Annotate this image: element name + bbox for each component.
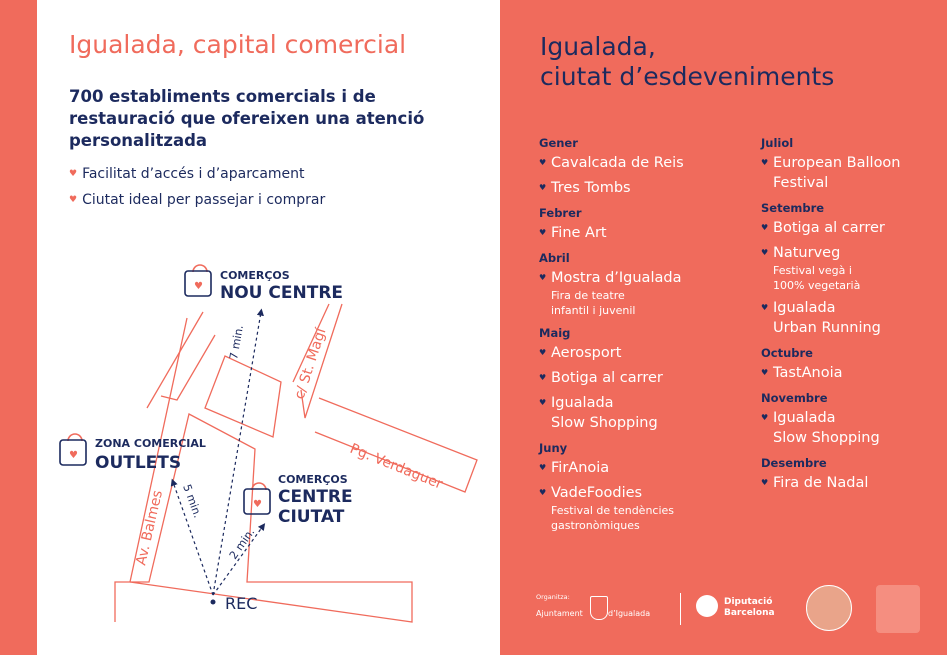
event-item [539, 483, 739, 533]
event-name: Botiga al carrer [551, 370, 663, 386]
event-item [761, 243, 947, 293]
place-centre-ciutat-line2: CENTRE [278, 487, 353, 507]
svg-text:♥: ♥ [253, 499, 262, 510]
event-name: European Balloon [773, 155, 901, 171]
event-name-line2: Slow Shopping [551, 415, 658, 431]
right-title [540, 32, 834, 92]
sponsor-footer [536, 583, 926, 633]
route-lines [173, 312, 263, 605]
heart-icon: ♥ [539, 463, 547, 472]
feature-text: Ciutat ideal per passejar i comprar [82, 192, 326, 208]
right-title-line1: Igualada, [540, 32, 656, 61]
place-nou-centre-line1: COMERÇOS [220, 269, 290, 282]
event-item [761, 153, 947, 193]
event-name-line2: Urban Running [773, 320, 881, 336]
month-label: Maig [539, 326, 571, 340]
event-item [761, 473, 947, 493]
heart-icon: ♥ [761, 223, 769, 232]
event-item [539, 153, 739, 173]
month-label: Juliol [761, 136, 794, 150]
igualada-logo-icon [876, 585, 920, 633]
diputacio-line1: Diputació [724, 597, 773, 607]
heart-icon: ♥ [761, 368, 769, 377]
month-label: Gener [539, 136, 578, 150]
event-name: Igualada [551, 395, 614, 411]
event-name-line2: Slow Shopping [773, 430, 880, 446]
street-label-st-magi: c/ St. Magí [291, 326, 330, 402]
heart-icon: ♥ [761, 303, 769, 312]
month-label: Abril [539, 251, 570, 265]
organizer-label: Organitza: [536, 593, 570, 601]
street-label-verdaguer: Pg. Verdaguer [347, 440, 445, 493]
heart-icon: ♥ [539, 398, 547, 407]
event-detail: Festival vegà i [773, 264, 852, 277]
event-item [761, 218, 947, 238]
event-name: Aerosport [551, 345, 622, 361]
month-label: Setembre [761, 201, 825, 215]
event-name-line2: Festival [773, 175, 829, 191]
event-name: Mostra d’Igualada [551, 270, 682, 286]
bag-icon [185, 265, 211, 296]
place-centre-ciutat-line1: COMERÇOS [278, 473, 348, 486]
event-name: Igualada [773, 410, 836, 426]
diputacio-logo-icon [696, 595, 718, 617]
event-name: Fine Art [551, 225, 607, 241]
event-item [539, 178, 739, 198]
left-title: Igualada, capital comercial [69, 30, 407, 59]
ajuntament-label: Ajuntament [536, 609, 583, 618]
heart-icon: ♥ [539, 488, 547, 497]
svg-text:♥: ♥ [69, 450, 78, 461]
event-detail: infantil i juvenil [551, 304, 636, 317]
event-detail: gastronòmiques [551, 519, 640, 532]
footer-divider [680, 593, 681, 625]
event-item [761, 408, 947, 448]
left-edge-strip [0, 0, 37, 655]
heart-icon: ♥ [539, 158, 547, 167]
right-panel [500, 0, 947, 655]
events-column-2 [761, 128, 947, 498]
event-detail: Festival de tendències [551, 504, 675, 517]
place-outlets-line2: OUTLETS [95, 453, 182, 473]
heart-icon: ♥ [539, 273, 547, 282]
event-name: Tres Tombs [551, 180, 631, 196]
event-name: Igualada [773, 300, 836, 316]
heart-icon: ♥ [539, 373, 547, 382]
ajuntament-label-2: d’Igualada [608, 609, 651, 618]
place-outlets-line1: ZONA COMERCIAL [95, 437, 206, 450]
heart-icon: ♥ [69, 169, 78, 179]
event-item [539, 223, 739, 243]
month-label: Octubre [761, 346, 813, 360]
heart-icon: ♥ [761, 158, 769, 167]
diputacio-label [724, 597, 775, 619]
diputacio-line2: Barcelona [724, 608, 775, 618]
event-name: VadeFoodies [551, 485, 643, 501]
event-item [539, 343, 739, 363]
time-centre-ciutat: 2 min. [226, 525, 258, 562]
events-column-1 [539, 128, 739, 538]
event-item [761, 298, 947, 338]
event-item [539, 393, 739, 433]
event-detail: Fira de teatre [551, 289, 625, 302]
place-rec: REC [225, 594, 258, 613]
city-shield-icon [590, 596, 608, 620]
heart-icon: ♥ [761, 248, 769, 257]
bag-icon [60, 434, 86, 465]
event-name: Botiga al carrer [773, 220, 885, 236]
rec-dot [211, 600, 216, 605]
street-label-balmes: Av. Balmes [133, 488, 167, 567]
feature-text: Facilitat d’accés i d’aparcament [82, 166, 305, 182]
event-item [539, 368, 739, 388]
shopping-map [37, 0, 500, 655]
comerc-logo-icon [806, 585, 852, 631]
heart-icon: ♥ [539, 348, 547, 357]
month-label: Novembre [761, 391, 828, 405]
place-nou-centre-line2: NOU CENTRE [220, 283, 344, 303]
event-item [761, 363, 947, 383]
svg-text:♥: ♥ [194, 281, 203, 292]
event-name: TastAnoia [773, 365, 843, 381]
month-label: Febrer [539, 206, 582, 220]
event-item [539, 268, 739, 318]
time-nou-centre: 7 min. [227, 324, 246, 361]
heart-icon: ♥ [761, 478, 769, 487]
event-detail: 100% vegetarià [773, 279, 861, 292]
left-subtitle: 700 establiments comercials i de restauració que ofereixen una atenció personalitzada [69, 87, 425, 150]
event-name: FirAnoia [551, 460, 610, 476]
left-panel [37, 0, 500, 655]
bag-icon [244, 483, 270, 514]
place-centre-ciutat-line3: CIUTAT [278, 507, 345, 527]
event-name: Cavalcada de Reis [551, 155, 684, 171]
heart-icon: ♥ [539, 228, 547, 237]
month-label: Juny [539, 441, 568, 455]
heart-icon: ♥ [761, 413, 769, 422]
right-title-line2: ciutat d’esdeveniments [540, 62, 835, 91]
event-name: Fira de Nadal [773, 475, 869, 491]
heart-icon: ♥ [69, 195, 78, 205]
event-name: Naturveg [773, 245, 841, 261]
heart-icon: ♥ [539, 183, 547, 192]
event-item [539, 458, 739, 478]
time-outlets: 5 min. [180, 482, 205, 520]
month-label: Desembre [761, 456, 827, 470]
